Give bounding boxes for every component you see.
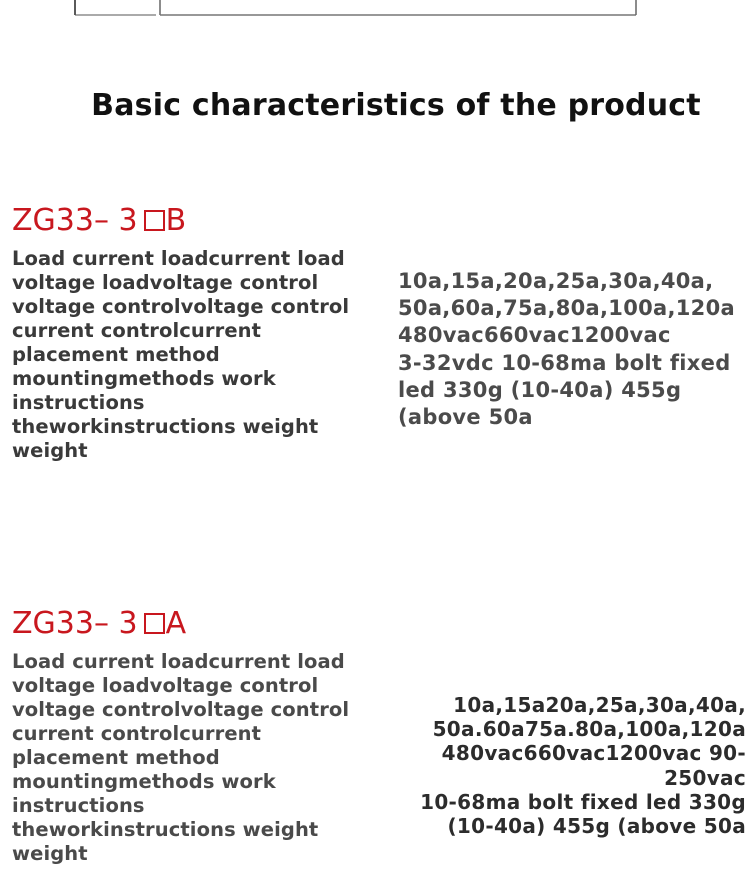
top-frame-lines [0, 0, 750, 20]
spec-values-a: 10a,15a20a,25a,30a,40a, 50a.60a75a.80a,100a,120a 480vac660vac1200vac 90-250vac 10-68ma bolt fixed led 330g (10-40a) 455g (above 50a [420, 693, 746, 839]
model-prefix: ZG33– 3 [12, 203, 138, 238]
spec-labels-a: Load current loadcurrent load voltage loadvoltage control voltage controlvoltage control current controlcurrent placement method mountingmethods work instructions theworkinstructions weight weight [12, 650, 350, 865]
model-title-a [12, 606, 186, 641]
model-prefix: ZG33– 3 [12, 606, 138, 641]
model-suffix: A [165, 606, 187, 641]
model-title-b [12, 203, 186, 238]
spec-labels-b: Load current loadcurrent load voltage loadvoltage control voltage controlvoltage control current controlcurrent placement method mountingmethods work instructions theworkinstructions weight weight [12, 247, 350, 462]
page-title: Basic characteristics of the product [91, 88, 701, 123]
checkbox-square-icon [144, 210, 165, 231]
spec-values-b: 10a,15a,20a,25a,30a,40a, 50a,60a,75a,80a,100a,120a 480vac660vac1200vac 3-32vdc 10-68ma bolt fixed led 330g (10-40a) 455g (above 50a [398, 269, 735, 430]
checkbox-square-icon [144, 613, 165, 634]
model-suffix: B [165, 203, 187, 238]
